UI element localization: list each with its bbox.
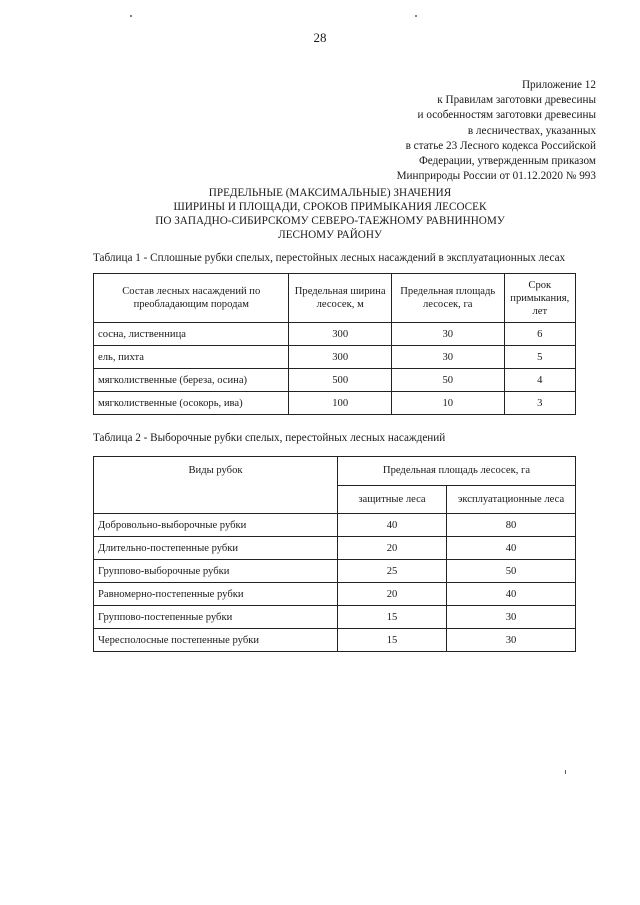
table-cell: 40 bbox=[447, 583, 576, 606]
table1-clear-cutting bbox=[93, 273, 576, 415]
table-cell: 5 bbox=[504, 346, 575, 369]
page-number: 28 bbox=[313, 30, 327, 45]
column-header: Виды рубок bbox=[94, 457, 338, 514]
table-row bbox=[94, 346, 576, 369]
table-cell: Чересполосные постепенные рубки bbox=[94, 629, 338, 652]
table2-selective-cutting bbox=[93, 456, 576, 652]
scan-speck bbox=[415, 15, 417, 17]
column-header: Предельная ширина лесосек, м bbox=[289, 274, 391, 323]
column-header: эксплуатационные леса bbox=[447, 485, 576, 514]
table-cell: 15 bbox=[338, 606, 447, 629]
table-header-row bbox=[94, 457, 576, 486]
appendix-line: в статье 23 Лесного кодекса Российской bbox=[405, 139, 596, 152]
appendix-line: к Правилам заготовки древесины bbox=[437, 94, 596, 107]
table-cell: 50 bbox=[391, 369, 504, 392]
title-line: ЛЕСНОМУ РАЙОНУ bbox=[278, 229, 382, 241]
table-row bbox=[94, 537, 576, 560]
table-cell: Равномерно-постепенные рубки bbox=[94, 583, 338, 606]
table1-caption: Таблица 1 - Сплошные рубки спелых, перестойных лесных насаждений в эксплуатационных лесах bbox=[93, 252, 566, 264]
document-title bbox=[150, 186, 510, 242]
table-cell: 50 bbox=[447, 560, 576, 583]
table-cell: сосна, лиственница bbox=[94, 323, 289, 346]
table-cell: 15 bbox=[338, 629, 447, 652]
table-cell: 30 bbox=[391, 323, 504, 346]
table-cell: 4 bbox=[504, 369, 575, 392]
table-cell: 20 bbox=[338, 537, 447, 560]
column-group-header: Предельная площадь лесосек, га bbox=[338, 457, 576, 486]
table-cell: 30 bbox=[391, 346, 504, 369]
title-line: ШИРИНЫ И ПЛОЩАДИ, СРОКОВ ПРИМЫКАНИЯ ЛЕСОСЕК bbox=[173, 201, 487, 213]
table-cell: Добровольно-выборочные рубки bbox=[94, 514, 338, 537]
appendix-block bbox=[397, 78, 596, 184]
scan-speck bbox=[130, 15, 132, 17]
appendix-line: Федерации, утвержденным приказом bbox=[418, 155, 596, 168]
table-row bbox=[94, 514, 576, 537]
title-line: ПРЕДЕЛЬНЫЕ (МАКСИМАЛЬНЫЕ) ЗНАЧЕНИЯ bbox=[208, 187, 452, 199]
table2-caption: Таблица 2 - Выборочные рубки спелых, перестойных лесных насаждений bbox=[93, 432, 446, 444]
appendix-line: и особенностям заготовки древесины bbox=[417, 109, 596, 122]
appendix-line: Минприроды России от 01.12.2020 № 993 bbox=[396, 170, 596, 183]
table-cell: Длительно-постепенные рубки bbox=[94, 537, 338, 560]
table-cell: ель, пихта bbox=[94, 346, 289, 369]
table-cell: Группово-выборочные рубки bbox=[94, 560, 338, 583]
table-cell: мягколиственные (осокорь, ива) bbox=[94, 392, 289, 415]
table-cell: 30 bbox=[447, 606, 576, 629]
table-row bbox=[94, 629, 576, 652]
table-cell: 10 bbox=[391, 392, 504, 415]
column-header: Состав лесных насаждений по преобладающим породам bbox=[94, 274, 289, 323]
table-cell: 30 bbox=[447, 629, 576, 652]
table-cell: 40 bbox=[447, 537, 576, 560]
table-cell: 300 bbox=[289, 346, 391, 369]
appendix-line: в лесничествах, указанных bbox=[467, 124, 596, 137]
table-cell: 3 bbox=[504, 392, 575, 415]
table-cell: 25 bbox=[338, 560, 447, 583]
table-row bbox=[94, 560, 576, 583]
table-cell: Группово-постепенные рубки bbox=[94, 606, 338, 629]
scan-speck bbox=[565, 770, 566, 774]
table-row bbox=[94, 323, 576, 346]
table-cell: 80 bbox=[447, 514, 576, 537]
table-row bbox=[94, 583, 576, 606]
table-row bbox=[94, 606, 576, 629]
table-cell: 100 bbox=[289, 392, 391, 415]
table-cell: 300 bbox=[289, 323, 391, 346]
column-header: защитные леса bbox=[338, 485, 447, 514]
table-cell: 6 bbox=[504, 323, 575, 346]
table-cell: мягколиственные (береза, осина) bbox=[94, 369, 289, 392]
title-line: ПО ЗАПАДНО-СИБИРСКОМУ СЕВЕРО-ТАЕЖНОМУ РАВНИННОМУ bbox=[155, 215, 505, 227]
table-cell: 40 bbox=[338, 514, 447, 537]
column-header: Срок примыкания, лет bbox=[504, 274, 575, 323]
table-cell: 20 bbox=[338, 583, 447, 606]
table-header-row bbox=[94, 274, 576, 323]
column-header: Предельная площадь лесосек, га bbox=[391, 274, 504, 323]
table-row bbox=[94, 392, 576, 415]
appendix-line: Приложение 12 bbox=[521, 79, 596, 91]
table-cell: 500 bbox=[289, 369, 391, 392]
table-row bbox=[94, 369, 576, 392]
